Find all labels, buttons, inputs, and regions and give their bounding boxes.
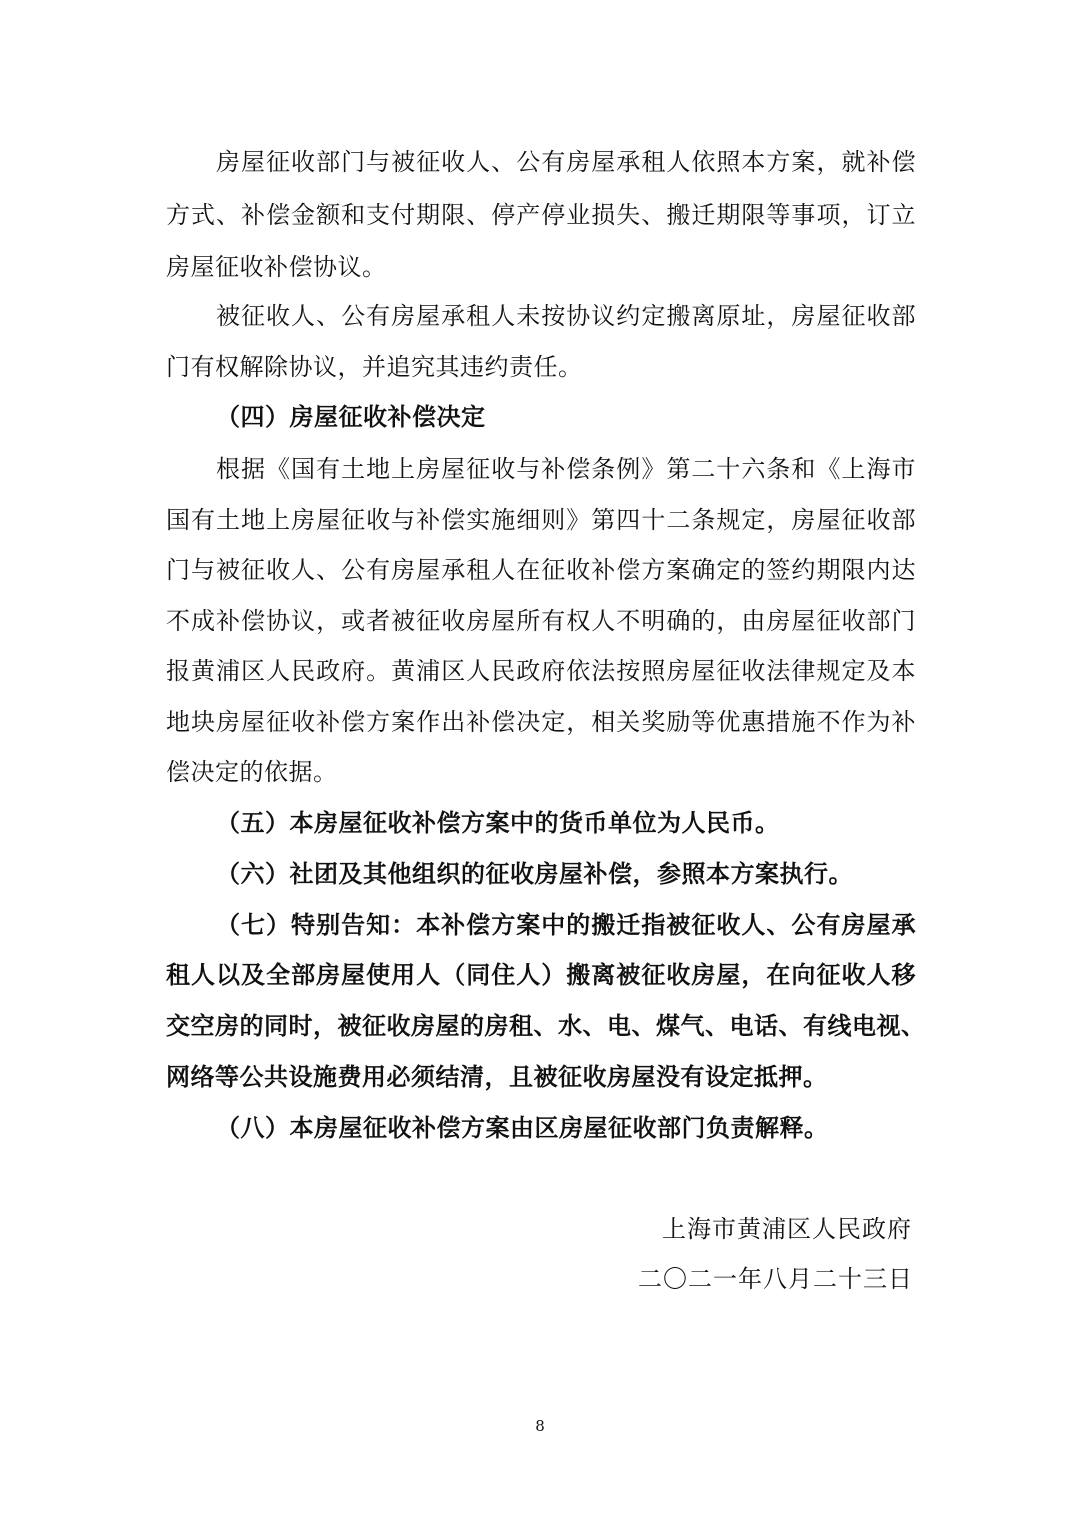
section-item: （五）本房屋征收补偿方案中的货币单位为人民币。 — [216, 808, 780, 837]
section-heading: （四）房屋征收补偿决定 — [216, 402, 486, 431]
section-item: （六）社团及其他组织的征收房屋补偿，参照本方案执行。 — [216, 859, 853, 888]
issue-date: 二〇二一年八月二十三日 — [638, 1265, 913, 1293]
issuer-name: 上海市黄浦区人民政府 — [662, 1215, 912, 1243]
paragraph-line: 根据《国有土地上房屋征收与补偿条例》第二十六条和《上海市 — [216, 455, 916, 483]
paragraph-line: 房屋征收补偿协议。 — [166, 253, 387, 281]
paragraph-line: 国有土地上房屋征收与补偿实施细则》第四十二条规定，房屋征收部 — [166, 506, 916, 534]
paragraph-line: 房屋征收部门与被征收人、公有房屋承租人依照本方案，就补偿 — [216, 148, 916, 176]
page-number: 8 — [535, 1417, 545, 1435]
paragraph-line: 报黄浦区人民政府。黄浦区人民政府依法按照房屋征收法律规定及本 — [166, 657, 916, 685]
section-item: （七）特别告知：本补偿方案中的搬迁指被征收人、公有房屋承 — [216, 910, 916, 939]
section-item: （八）本房屋征收补偿方案由区房屋征收部门负责解释。 — [216, 1113, 829, 1142]
section-item-line: 租人以及全部房屋使用人（同住人）搬离被征收房屋，在向征收人移 — [166, 960, 916, 989]
paragraph-line: 门有权解除协议，并追究其违约责任。 — [166, 353, 583, 381]
paragraph-line: 不成补偿协议，或者被征收房屋所有权人不明确的，由房屋征收部门 — [166, 607, 916, 635]
paragraph-line: 门与被征收人、公有房屋承租人在征收补偿方案确定的签约期限内达 — [166, 556, 916, 584]
paragraph-line: 偿决定的依据。 — [166, 758, 338, 786]
paragraph-line: 方式、补偿金额和支付期限、停产停业损失、搬迁期限等事项，订立 — [166, 201, 916, 229]
paragraph-line: 被征收人、公有房屋承租人未按协议约定搬离原址，房屋征收部 — [216, 302, 916, 330]
paragraph-line: 地块房屋征收补偿方案作出补偿决定，相关奖励等优惠措施不作为补 — [166, 708, 916, 736]
section-item-line: 网络等公共设施费用必须结清，且被征收房屋没有设定抵押。 — [166, 1062, 828, 1091]
section-item-line: 交空房的同时，被征收房屋的房租、水、电、煤气、电话、有线电视、 — [166, 1011, 926, 1040]
